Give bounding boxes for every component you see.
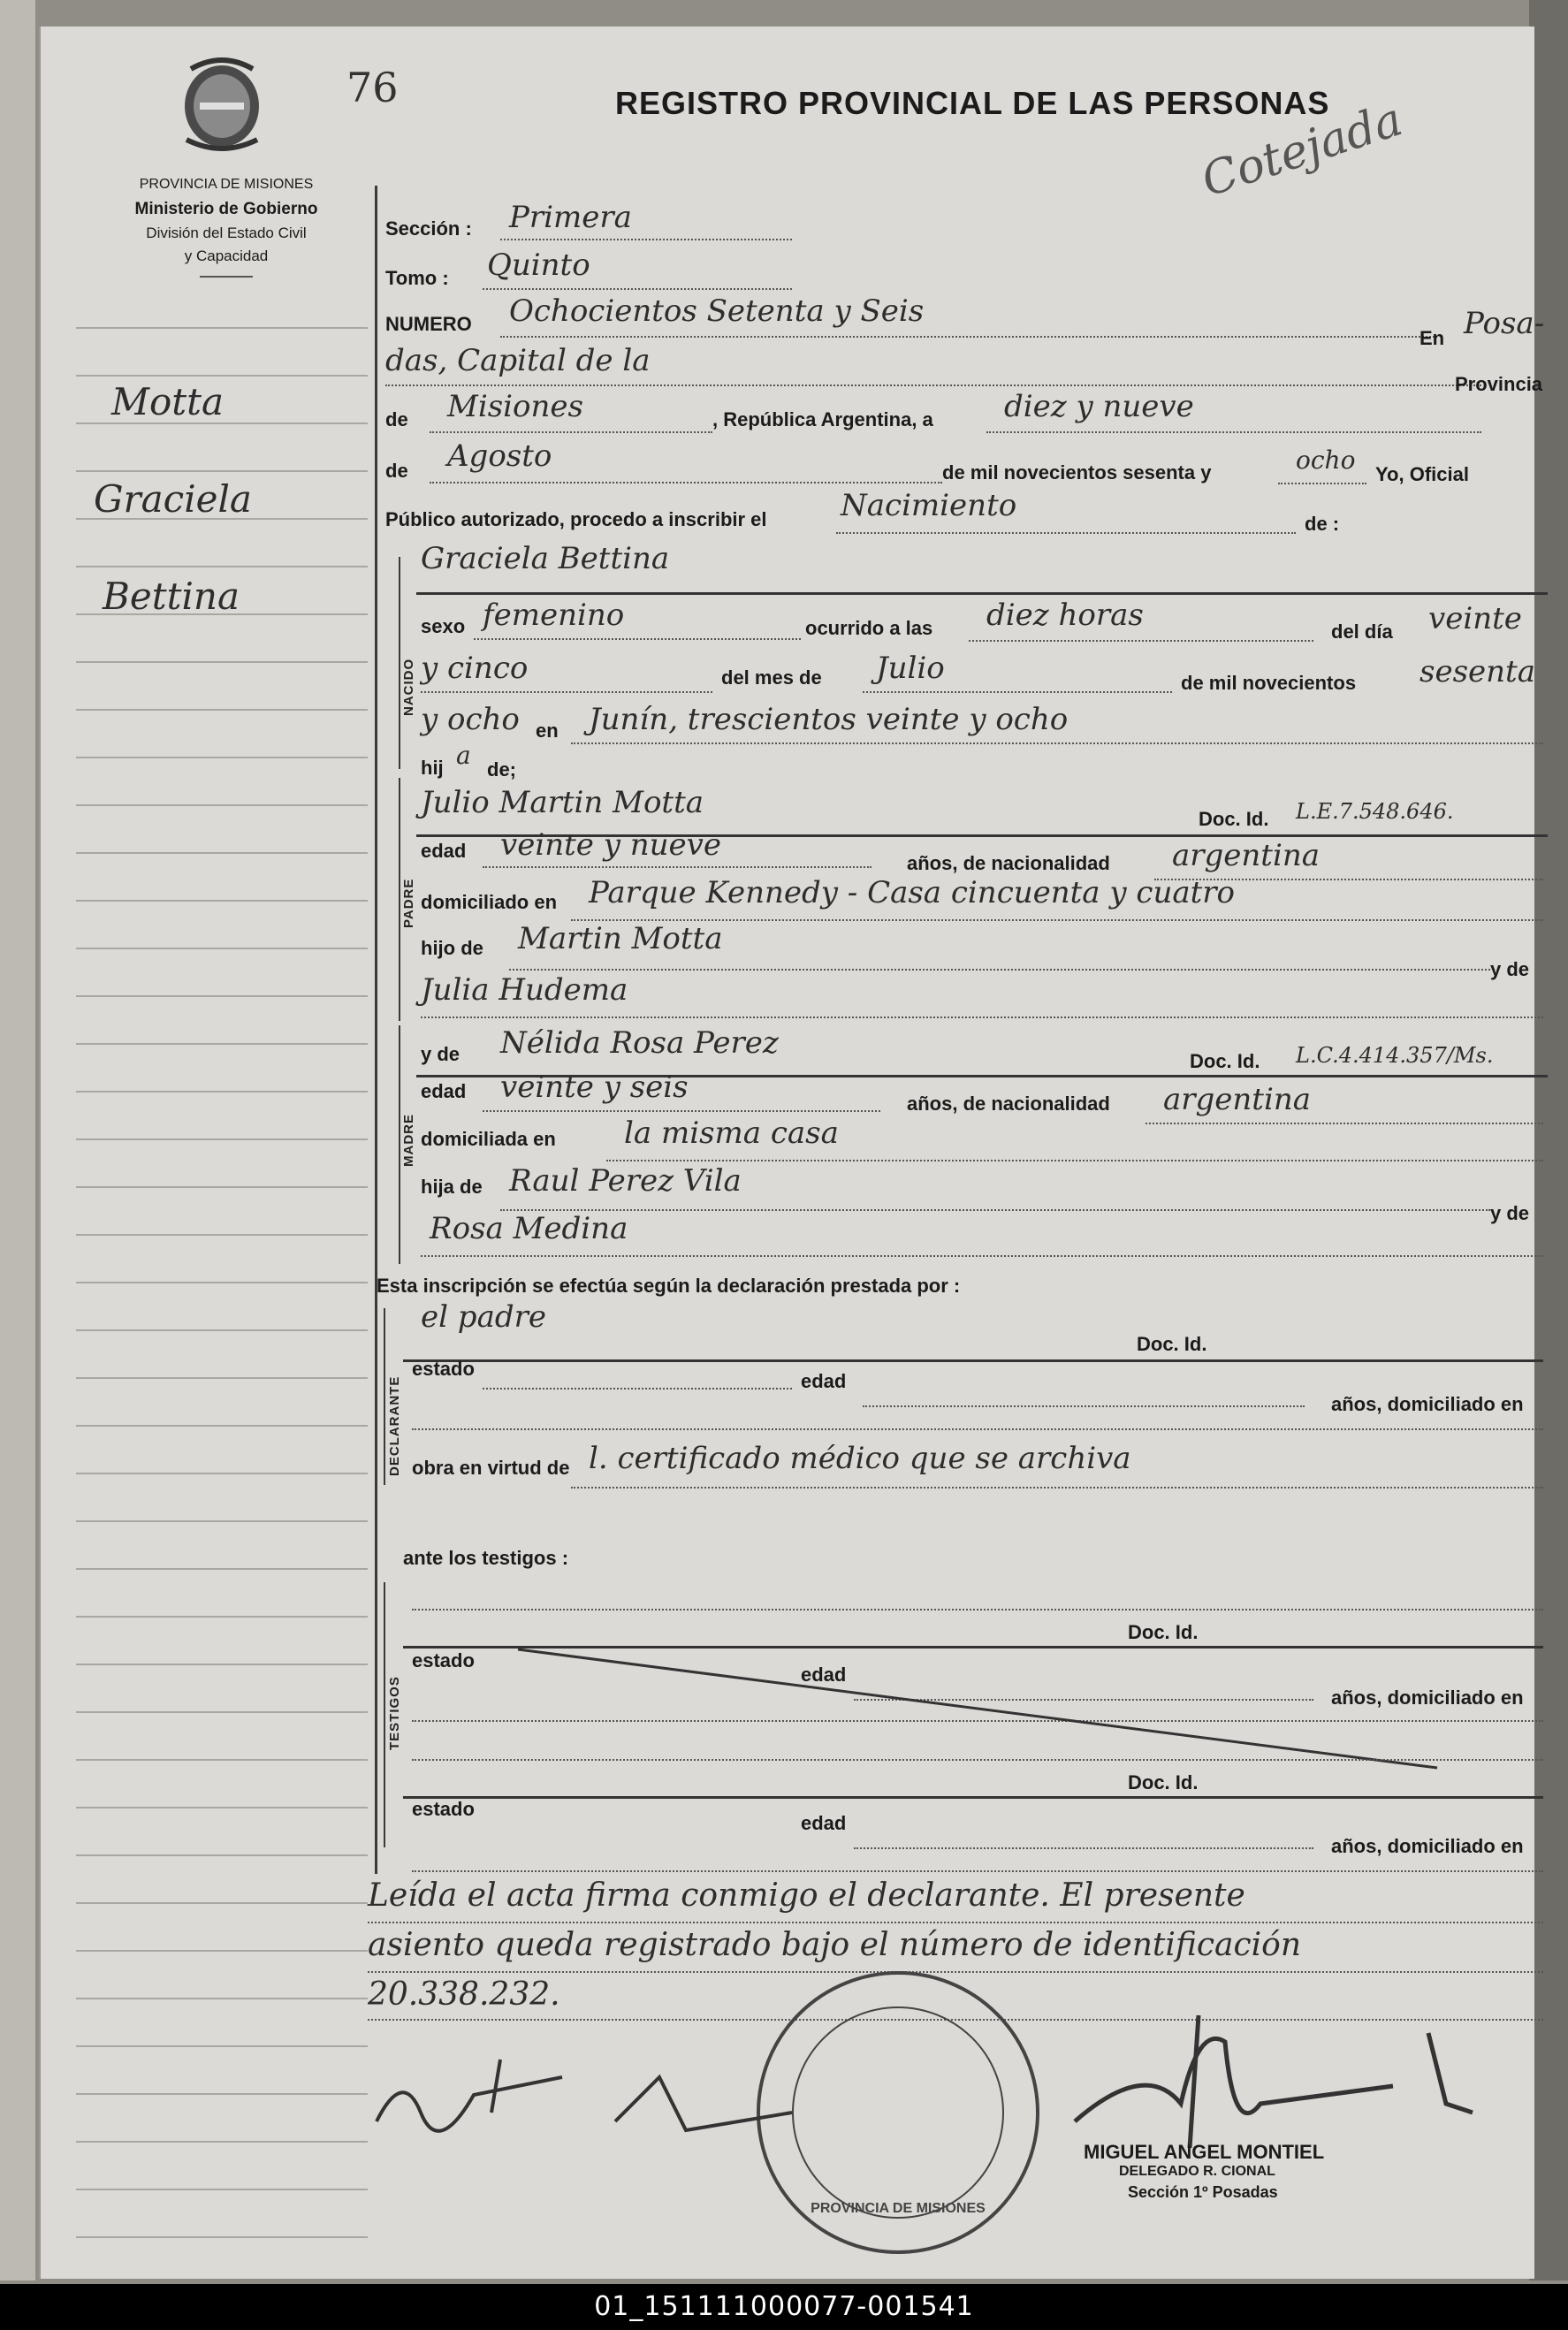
margin-rule-line — [76, 1759, 368, 1761]
de-label: de — [385, 408, 408, 430]
dotted-line — [412, 1759, 1543, 1761]
dotted-line — [483, 288, 792, 290]
de2-label: de — [385, 460, 408, 482]
declarante-anios-label: años, domiciliado en — [1331, 1393, 1524, 1415]
margin-rule-line — [76, 1711, 368, 1713]
margin-rule-line — [76, 1138, 368, 1140]
declarante-obra-value: l. certificado médico que se archiva — [589, 1441, 1131, 1476]
mes-value: Agosto — [447, 438, 552, 474]
dia-value: diez y nueve — [1004, 389, 1194, 424]
declarante-section-label: DECLARANTE — [387, 1375, 402, 1476]
margin-rule-line — [76, 1998, 368, 1999]
de3-label: de : — [1305, 513, 1340, 535]
hora-value: diez horas — [986, 598, 1144, 633]
line2-value: das, Capital de la — [385, 343, 651, 378]
dotted-line — [421, 691, 712, 693]
lugar-value: Junín, trescientos veinte y ocho — [589, 702, 1069, 737]
dotted-line — [500, 239, 792, 240]
anio-value-nacido: sesenta — [1420, 654, 1535, 689]
madre-madre-value: Rosa Medina — [430, 1211, 628, 1246]
margin-rule-line — [76, 1854, 368, 1856]
testigo1-anios-label: años, domiciliado en — [1331, 1687, 1524, 1709]
ocurrido-label: ocurrido a las — [805, 617, 933, 639]
testigo1-doc-label: Doc. Id. — [1128, 1621, 1199, 1643]
dotted-line — [1146, 1123, 1543, 1124]
en-label: En — [1420, 327, 1445, 349]
ministry-label: Ministerio de Gobierno — [134, 200, 318, 218]
margin-rule-line — [76, 2189, 368, 2190]
dotted-line — [421, 1017, 1543, 1018]
margin-rule-line — [76, 757, 368, 758]
dotted-line — [430, 431, 712, 433]
rule — [416, 592, 1548, 595]
margin-rule-line — [76, 2093, 368, 2095]
madre-edad-value: veinte y seis — [500, 1070, 689, 1105]
hij-de-label: de; — [487, 758, 516, 780]
acto-value: Nacimiento — [841, 488, 1017, 523]
margin-rule-line — [76, 1950, 368, 1952]
dotted-line — [500, 336, 1437, 338]
dotted-line — [474, 638, 801, 640]
numero-value: Ochocientos Setenta y Seis — [509, 293, 925, 329]
dotted-line — [368, 1922, 1543, 1923]
madre-doc-value: L.C.4.414.357/Ms. — [1296, 1043, 1494, 1068]
testigos-intro: ante los testigos : — [403, 1547, 569, 1569]
margin-rule-line — [76, 1807, 368, 1808]
padre-rule — [399, 778, 400, 1021]
dia-value-nacido: veinte — [1428, 601, 1522, 636]
margin-rule-line — [76, 804, 368, 806]
madre-name: Nélida Rosa Perez — [500, 1025, 779, 1061]
margin-surname: Motta — [111, 380, 225, 423]
dotted-line — [412, 1428, 1543, 1430]
coat-of-arms-icon — [173, 51, 270, 157]
de-value: Misiones — [447, 389, 583, 424]
margin-rule-line — [76, 1473, 368, 1474]
margin-rule-line — [76, 566, 368, 567]
margin-rule-line — [76, 2045, 368, 2047]
madre-yde2-label: y de — [1490, 1202, 1530, 1224]
padre-section-label: PADRE — [401, 878, 416, 928]
declarante-obra-label: obra en virtud de — [412, 1457, 570, 1479]
margin-rule-line — [76, 1043, 368, 1045]
dotted-line — [863, 691, 1172, 693]
madre-padre-value: Raul Perez Vila — [509, 1163, 742, 1199]
margin-rule-line — [76, 1568, 368, 1570]
dotted-line — [483, 866, 872, 868]
madre-yde-label: y de — [421, 1043, 461, 1065]
dotted-line — [571, 742, 1543, 744]
sexo-value: femenino — [483, 598, 625, 633]
margin-rule-line — [76, 1282, 368, 1283]
page-number: 76 — [346, 64, 399, 111]
closing-line2: asiento queda registrado bajo el número de identificación — [368, 1927, 1302, 1963]
margin-rule-line — [76, 1377, 368, 1379]
dotted-line — [836, 532, 1296, 534]
rule — [403, 1359, 1543, 1362]
official-name: MIGUEL ANGEL MONTIEL — [1084, 2141, 1325, 2163]
madre-dom-label: domiciliada en — [421, 1128, 556, 1150]
seccion-value: Primera — [509, 200, 632, 235]
mes-value-nacido: Julio — [876, 651, 945, 686]
testigo2-estado-label: estado — [412, 1798, 475, 1820]
nacido-rule — [399, 557, 400, 769]
margin-rule-line — [76, 1520, 368, 1522]
background-right — [1529, 0, 1568, 2281]
mil-label: de mil novecientos sesenta y — [942, 461, 1212, 484]
document-page — [39, 27, 1545, 2279]
division-label: División del Estado Civil — [146, 225, 307, 241]
en-nacido-label: en — [536, 720, 559, 742]
official-signature — [1057, 2006, 1517, 2157]
official-sub: Sección 1º Posadas — [1128, 2183, 1278, 2201]
margin-rule-line — [76, 1425, 368, 1427]
numero-label: NUMERO — [385, 313, 472, 335]
anio-value-2: y ocho — [421, 702, 520, 737]
dotted-line — [385, 385, 1481, 386]
madre-section-label: MADRE — [401, 1114, 416, 1167]
republica-label: , República Argentina, a — [712, 408, 933, 430]
divider — [200, 276, 253, 278]
margin-rule-line — [76, 2236, 368, 2238]
madre-hija-label: hija de — [421, 1176, 483, 1198]
declarante-edad-label: edad — [801, 1370, 847, 1392]
margin-rule-line — [76, 852, 368, 854]
margin-rule-line — [76, 995, 368, 997]
provincia-label: Provincia — [1455, 373, 1543, 395]
padre-nac-value: argentina — [1172, 838, 1321, 873]
madre-doc-label: Doc. Id. — [1190, 1050, 1260, 1072]
closing-line1: Leída el acta firma conmigo el declarante. El presente — [368, 1877, 1245, 1914]
publico-label: Público autorizado, procedo a inscribir el — [385, 508, 767, 530]
capacidad-label: y Capacidad — [184, 247, 269, 264]
anio-value: ocho — [1296, 445, 1356, 475]
dotted-line — [854, 1847, 1313, 1849]
closing-line3: 20.338.232. — [368, 1976, 560, 2013]
dotted-line — [483, 1110, 880, 1112]
declarante-name: el padre — [421, 1299, 546, 1335]
dotted-line — [368, 1971, 1543, 1973]
dotted-line — [863, 1405, 1305, 1407]
declarante-estado-label: estado — [412, 1358, 475, 1380]
declarante-intro: Esta inscripción se efectúa según la declaración prestada por : — [377, 1275, 961, 1297]
margin-rule-line — [76, 327, 368, 329]
testigo2-edad-label: edad — [801, 1812, 847, 1834]
nacido-name: Graciela Bettina — [421, 541, 670, 576]
padre-dom-label: domiciliado en — [421, 891, 558, 913]
testigos-section-label: TESTIGOS — [387, 1676, 402, 1750]
background-left — [0, 0, 35, 2281]
margin-rule-line — [76, 1329, 368, 1331]
dotted-line — [500, 1209, 1490, 1211]
margin-rule-line — [76, 470, 368, 472]
margin-rule-line — [76, 1234, 368, 1236]
testigo2-doc-label: Doc. Id. — [1128, 1771, 1199, 1793]
main-margin-rule — [375, 186, 377, 1874]
margin-rule-line — [76, 1664, 368, 1665]
hij-label: hij — [421, 757, 444, 779]
margin-rule-line — [76, 709, 368, 711]
padre-yde-label: y de — [1490, 958, 1530, 980]
seal-text: PROVINCIA DE MISIONES — [811, 2201, 986, 2216]
dotted-line — [986, 431, 1481, 433]
margin-rule-line — [76, 1902, 368, 1904]
nacido-section-label: NACIDO — [401, 658, 416, 716]
document-title: REGISTRO PROVINCIAL DE LAS PERSONAS — [615, 85, 1330, 121]
dotted-line — [1278, 483, 1366, 484]
province-label: PROVINCIA DE MISIONES — [139, 177, 314, 192]
testigo2-anios-label: años, domiciliado en — [1331, 1835, 1524, 1857]
madre-dom-value: la misma casa — [624, 1116, 839, 1151]
margin-rule-line — [76, 948, 368, 949]
footer-id: 01_151111000077-001541 — [0, 2284, 1568, 2330]
madre-rule — [399, 1025, 400, 1264]
seccion-label: Sección : — [385, 217, 472, 240]
madre-edad-label: edad — [421, 1080, 467, 1102]
hij-value: a — [456, 741, 471, 770]
margin-rule-line — [76, 661, 368, 663]
dotted-line — [483, 1388, 792, 1390]
dotted-line — [606, 1160, 1543, 1161]
dotted-line — [412, 1609, 1543, 1610]
en-value: Posa- — [1464, 306, 1545, 341]
padre-name: Julio Martin Motta — [421, 785, 704, 820]
tomo-label: Tomo : — [385, 267, 449, 289]
testigos-rule — [384, 1582, 385, 1847]
del-dia-label: del día — [1331, 621, 1393, 643]
padre-dom-value: Parque Kennedy - Casa cincuenta y cuatro — [589, 875, 1235, 910]
dotted-line — [571, 1487, 1543, 1489]
padre-madre-value: Julia Hudema — [421, 972, 628, 1008]
margin-rule-line — [76, 375, 368, 377]
dotted-line — [412, 1870, 1543, 1872]
padre-doc-label: Doc. Id. — [1199, 808, 1269, 830]
margin-rule-line — [76, 2141, 368, 2143]
dotted-line — [509, 969, 1490, 971]
declarante-rule — [384, 1308, 385, 1485]
cotejada-stamp: Cotejada — [1195, 93, 1409, 208]
tomo-value: Quinto — [487, 247, 590, 283]
strike-line — [518, 1644, 1455, 1777]
margin-first-name: Graciela — [94, 477, 252, 521]
yo-label: Yo, Oficial — [1375, 463, 1469, 485]
testigo1-estado-label: estado — [412, 1649, 475, 1671]
margin-rule-line — [76, 1616, 368, 1618]
margin-rule-line — [76, 900, 368, 902]
madre-nac-value: argentina — [1163, 1082, 1312, 1117]
dotted-line — [969, 640, 1313, 642]
madre-nac-label: años, de nacionalidad — [907, 1093, 1110, 1115]
sexo-label: sexo — [421, 615, 466, 637]
padre-doc-value: L.E.7.548.646. — [1296, 799, 1454, 824]
padre-edad-label: edad — [421, 840, 467, 862]
margin-rule-line — [76, 1186, 368, 1188]
declarante-doc-label: Doc. Id. — [1137, 1333, 1207, 1355]
declarante-signature — [368, 2042, 827, 2148]
padre-edad-value: veinte y nueve — [500, 827, 721, 863]
padre-padre-value: Martin Motta — [518, 921, 723, 956]
margin-rule-line — [76, 1091, 368, 1093]
del-mes-label: del mes de — [721, 666, 822, 689]
dia-value-2: y cinco — [421, 651, 529, 686]
official-role: DELEGADO R. CIONAL — [1119, 2164, 1275, 2179]
dotted-line — [421, 1255, 1543, 1257]
padre-nac-label: años, de nacionalidad — [907, 852, 1110, 874]
padre-hijo-label: hijo de — [421, 937, 483, 959]
margin-second-name: Bettina — [103, 575, 240, 618]
rule — [403, 1796, 1543, 1799]
mil-nacido-label: de mil novecientos — [1181, 672, 1357, 694]
dotted-line — [430, 482, 942, 484]
testigo1-edad-label: edad — [801, 1664, 847, 1686]
